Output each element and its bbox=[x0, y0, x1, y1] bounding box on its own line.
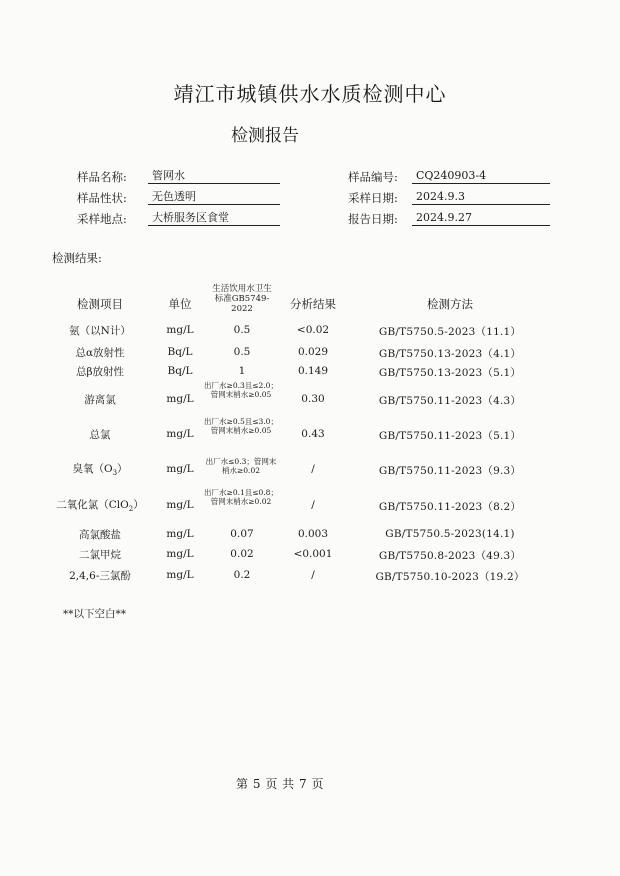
table-row-standard: 出厂水≥0.5且≤3.0；管网末梢水≥0.05 bbox=[204, 417, 278, 435]
col-header-result: 分析结果 bbox=[290, 297, 336, 311]
table-row-standard: 0.02 bbox=[230, 548, 254, 560]
table-row-result: 0.029 bbox=[297, 346, 329, 358]
table-row-method: GB/T5750.5-2023（11.1） bbox=[378, 326, 522, 338]
page-number: 5 bbox=[252, 777, 261, 791]
organization-title: 靖江市城镇供水水质检测中心 bbox=[173, 82, 447, 106]
table-row-unit: Bq/L bbox=[167, 346, 193, 358]
table-row-item: 二氧化氯（ClO$_2$） bbox=[56, 499, 144, 514]
table-row-unit: mg/L bbox=[166, 463, 194, 475]
table-row-item: 游离氯 bbox=[84, 394, 116, 406]
table-row-result: 0.003 bbox=[297, 528, 329, 540]
table-row-method: GB/T5750.11-2023（9.3） bbox=[378, 465, 522, 477]
table-row-method: GB/T5750.11-2023（8.2） bbox=[378, 501, 522, 513]
table-row-result: 0.149 bbox=[297, 365, 329, 377]
page-suffix: 页 bbox=[311, 777, 324, 791]
page-indicator bbox=[0, 775, 560, 792]
sample-id-value: CQ240903-4 bbox=[412, 168, 550, 184]
table-row-method: GB/T5750.11-2023（4.3） bbox=[378, 395, 522, 407]
sample-name-label: 样品名称: bbox=[77, 170, 127, 184]
report-title: 检测报告 bbox=[231, 126, 299, 146]
table-row-method: GB/T5750.11-2023（5.1） bbox=[378, 430, 522, 442]
table-row-unit: mg/L bbox=[166, 569, 194, 581]
table-row-result: 0.43 bbox=[301, 428, 325, 440]
table-row-unit: mg/L bbox=[166, 428, 194, 440]
table-row-result: <0.001 bbox=[293, 548, 333, 560]
table-row-result: / bbox=[311, 463, 315, 475]
table-row-result: / bbox=[311, 569, 315, 581]
sample-property-value: 无色透明 bbox=[148, 189, 280, 205]
report-date-value: 2024.9.27 bbox=[412, 210, 550, 226]
col-header-method: 检测方法 bbox=[427, 297, 473, 311]
table-row-result: <0.02 bbox=[296, 324, 330, 336]
page-total: 7 bbox=[298, 777, 308, 791]
page-prefix: 第 bbox=[236, 777, 249, 791]
col-header-standard: 生活饮用水卫生标准GB5749-2022 bbox=[212, 284, 272, 314]
table-row-unit: mg/L bbox=[166, 499, 194, 511]
table-row-unit: mg/L bbox=[166, 548, 194, 560]
table-row-item: 高氯酸盐 bbox=[79, 529, 121, 541]
end-note: **以下空白** bbox=[63, 608, 126, 620]
sampling-site-value: 大桥服务区食堂 bbox=[148, 210, 280, 226]
table-row-item: 总氯 bbox=[89, 429, 111, 441]
table-row-unit: mg/L bbox=[166, 324, 194, 336]
sample-id-label: 样品编号: bbox=[348, 170, 398, 184]
table-row-unit: mg/L bbox=[166, 528, 194, 540]
table-row-method: GB/T5750.13-2023（4.1） bbox=[378, 348, 522, 360]
table-row-standard: 出厂水≤0.3；管网末梢水≥0.02 bbox=[205, 457, 277, 475]
table-row-method: GB/T5750.5-2023(14.1) bbox=[385, 528, 515, 540]
table-row-item: 2,4,6-三氯酚 bbox=[69, 570, 131, 582]
report-date-label: 报告日期: bbox=[348, 212, 398, 226]
sampling-date-value: 2024.9.3 bbox=[412, 189, 550, 205]
sampling-site-label: 采样地点: bbox=[77, 212, 127, 226]
table-row-standard: 0.5 bbox=[233, 324, 251, 336]
table-row-standard: 0.5 bbox=[233, 346, 251, 358]
sampling-date-label: 采样日期: bbox=[348, 191, 398, 205]
table-row-item: 总β放射性 bbox=[75, 366, 125, 378]
table-row-item: 二氯甲烷 bbox=[79, 549, 121, 561]
table-row-item: 臭氧$(O_3)$ bbox=[72, 463, 128, 478]
col-header-item: 检测项目 bbox=[77, 297, 123, 311]
table-row-standard: 出厂水≥0.3且≤2.0；管网末梢水≥0.05 bbox=[204, 381, 278, 399]
table-row-method: GB/T5750.10-2023（19.2） bbox=[375, 571, 525, 583]
page-mid: 页 共 bbox=[265, 777, 295, 791]
table-row-standard: 1 bbox=[238, 365, 246, 377]
table-row-standard: 出厂水≥0.1且≤0.8；管网末梢水≥0.02 bbox=[204, 488, 278, 506]
table-row-item: 氨（以N计） bbox=[69, 325, 131, 337]
table-row-method: GB/T5750.8-2023（49.3） bbox=[378, 550, 522, 562]
sample-name-value: 管网水 bbox=[148, 168, 280, 184]
results-section-label: 检测结果: bbox=[52, 251, 102, 265]
table-row-standard: 0.2 bbox=[233, 569, 251, 581]
table-row-method: GB/T5750.13-2023（5.1） bbox=[378, 367, 522, 379]
table-row-result: 0.30 bbox=[301, 393, 325, 405]
table-row-result: / bbox=[311, 499, 315, 511]
sample-property-label: 样品性状: bbox=[77, 191, 127, 205]
table-row-item: 总α放射性 bbox=[75, 347, 125, 359]
table-row-unit: Bq/L bbox=[167, 365, 193, 377]
col-header-unit: 单位 bbox=[168, 297, 192, 311]
table-row-unit: mg/L bbox=[166, 393, 194, 405]
table-row-standard: 0.07 bbox=[230, 528, 254, 540]
